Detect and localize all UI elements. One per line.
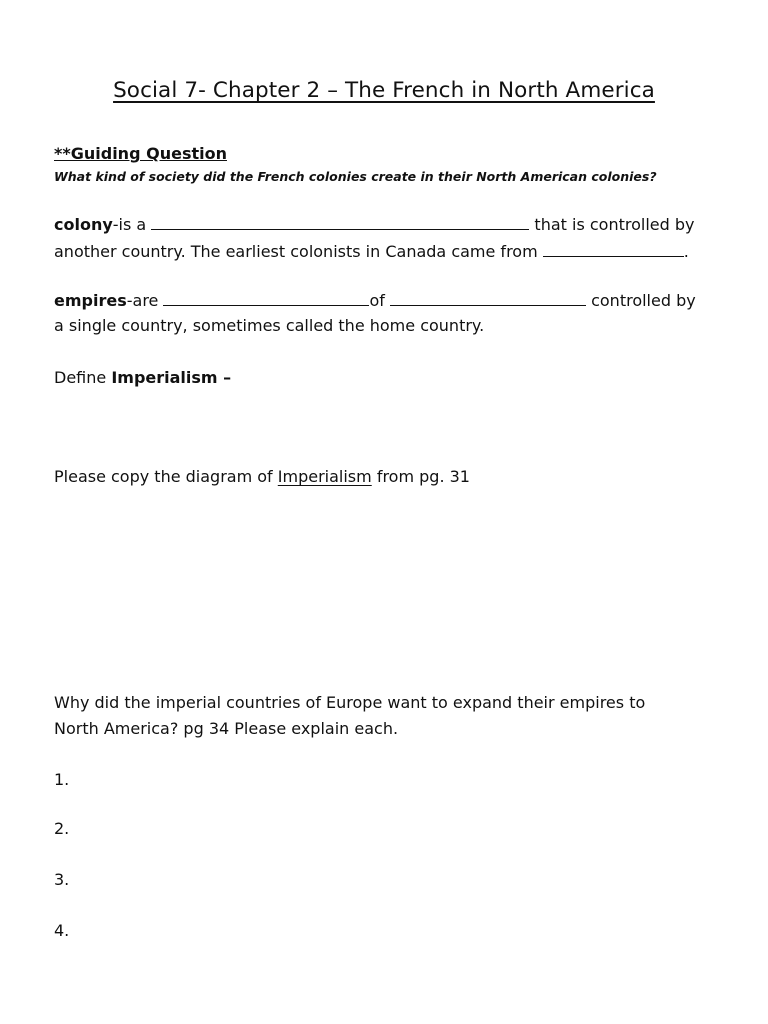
- define-prefix: Define: [54, 368, 112, 387]
- answer-number-3: 3.: [54, 870, 70, 889]
- answer-number-2: 2.: [54, 819, 70, 838]
- diagram-pre: Please copy the diagram of: [54, 467, 278, 486]
- diagram-term: Imperialism: [277, 467, 372, 486]
- why-question-line-2: North America? pg 34 Please explain each.: [54, 719, 399, 738]
- diagram-post: from pg. 31: [371, 467, 470, 486]
- why-question-line-1: Why did the imperial countries of Europe want to expand their empires to: [54, 693, 646, 712]
- define-imperialism: [54, 368, 231, 388]
- colony-pre: -is a: [112, 215, 147, 234]
- colony-line-2: [54, 241, 689, 262]
- guiding-question-heading: **Guiding Question: [54, 144, 227, 163]
- define-dash: –: [217, 368, 232, 387]
- empires-line-1: [54, 290, 696, 311]
- answer-number-4: 4.: [54, 921, 70, 940]
- colony-line-1: [54, 214, 694, 235]
- colony-blank-2[interactable]: [543, 241, 684, 257]
- empires-mid: of: [369, 291, 385, 310]
- colony-blank-1[interactable]: [151, 214, 529, 230]
- worksheet-title: Social 7- Chapter 2 – The French in North America: [113, 78, 655, 103]
- empires-term: empires: [54, 291, 127, 310]
- empires-pre: -are: [126, 291, 159, 310]
- define-term: Imperialism: [111, 368, 218, 387]
- diagram-instruction: [54, 467, 470, 487]
- empires-blank-2[interactable]: [390, 290, 586, 306]
- empires-line-2: a single country, sometimes called the home country.: [54, 316, 485, 335]
- empires-blank-1[interactable]: [163, 290, 369, 306]
- colony-line2-end: .: [683, 242, 689, 261]
- empires-post: controlled by: [591, 291, 696, 310]
- answer-number-1: 1.: [54, 770, 70, 789]
- colony-post: that is controlled by: [534, 215, 695, 234]
- colony-line2-text: another country. The earliest colonists in Canada came from: [54, 242, 538, 261]
- guiding-question-text: What kind of society did the French colonies create in their North American colonies?: [54, 169, 657, 184]
- colony-term: colony: [54, 215, 113, 234]
